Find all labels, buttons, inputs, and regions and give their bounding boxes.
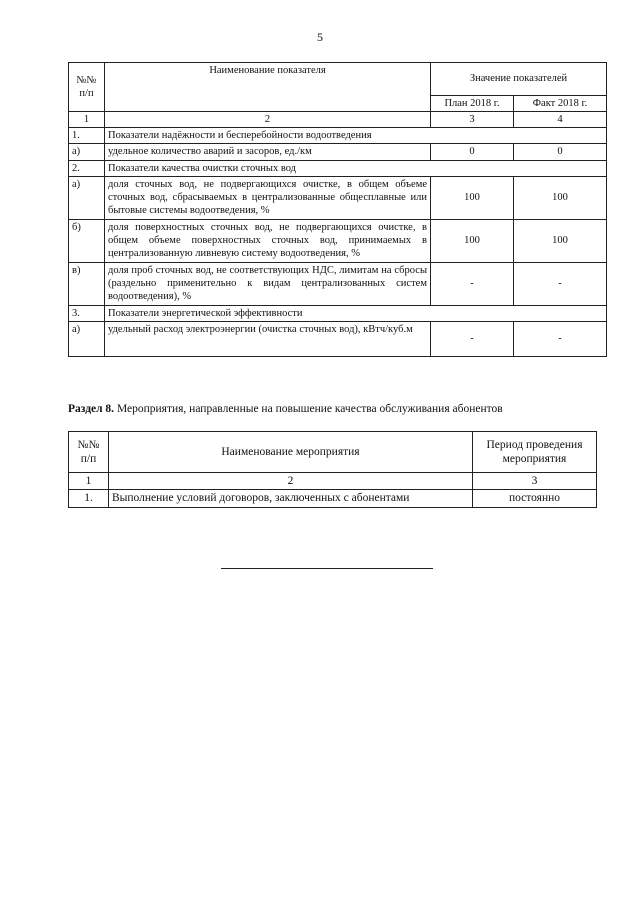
row-name: Выполнение условий договоров, заключенных с абонентами — [109, 490, 473, 507]
row-name: доля проб сточных вод, не соответствующих НДС, лимитам на сбросы (раздельно применительно к видам централизованных систем водоотведения), % — [105, 262, 431, 305]
table-row — [69, 219, 607, 262]
col-number: 1 — [69, 473, 109, 490]
col-number: 3 — [431, 112, 514, 128]
row-num: 1. — [69, 490, 109, 507]
col-number: 1 — [69, 112, 105, 128]
header-row — [69, 432, 597, 473]
table-row — [69, 262, 607, 305]
col-number: 4 — [514, 112, 607, 128]
row-name: доля сточных вод, не подвергающихся очистке, в общем объеме сточных вод, сбрасываемых в централизованные общесплавные или бытовые системы водоотведения, % — [105, 176, 431, 219]
header-num: №№ п/п — [69, 63, 105, 112]
signature-line — [221, 568, 433, 569]
row-num: в) — [69, 262, 105, 305]
header-name: Наименование показателя — [105, 63, 431, 112]
row-plan: - — [431, 321, 514, 356]
row-fact: 100 — [514, 176, 607, 219]
table-row — [69, 144, 607, 160]
row-num: 2. — [69, 160, 105, 176]
table-row — [69, 176, 607, 219]
row-num: 1. — [69, 128, 105, 144]
row-num: а) — [69, 176, 105, 219]
col-number: 2 — [105, 112, 431, 128]
table-row — [69, 160, 607, 176]
indicators-table — [68, 62, 607, 357]
table-row — [69, 490, 597, 507]
row-plan: - — [431, 262, 514, 305]
section-heading — [68, 403, 608, 415]
row-period: постоянно — [473, 490, 597, 507]
row-section-title: Показатели энергетической эффективности — [105, 305, 607, 321]
measures-table — [68, 431, 597, 508]
row-name: доля поверхностных сточных вод, не подвергающихся очистке, в общем объеме поверхностных сточных вод, принимаемых в централизованную ливневую систему водоотведения, % — [105, 219, 431, 262]
row-plan: 100 — [431, 176, 514, 219]
row-name: удельное количество аварий и засоров, ед./км — [105, 144, 431, 160]
page-number: 5 — [317, 30, 323, 44]
row-num: а) — [69, 321, 105, 356]
header-name: Наименование мероприятия — [109, 432, 473, 473]
row-plan: 0 — [431, 144, 514, 160]
col-number: 2 — [109, 473, 473, 490]
row-section-title: Показатели надёжности и бесперебойности водоотведения — [105, 128, 607, 144]
header-value-group: Значение показателей — [431, 63, 607, 96]
row-plan: 100 — [431, 219, 514, 262]
column-number-row — [69, 473, 597, 490]
header-period: Период проведения мероприятия — [473, 432, 597, 473]
section-title: Мероприятия, направленные на повышение качества обслуживания абонентов — [116, 403, 503, 415]
row-num: б) — [69, 219, 105, 262]
row-fact: - — [514, 262, 607, 305]
header-num: №№ п/п — [69, 432, 109, 473]
row-section-title: Показатели качества очистки сточных вод — [105, 160, 607, 176]
row-fact: - — [514, 321, 607, 356]
row-num: 3. — [69, 305, 105, 321]
row-name: удельный расход электроэнергии (очистка сточных вод), кВтч/куб.м — [105, 321, 431, 356]
header-row — [69, 63, 607, 96]
table-row — [69, 321, 607, 356]
row-fact: 0 — [514, 144, 607, 160]
table-row — [69, 128, 607, 144]
col-number: 3 — [473, 473, 597, 490]
section-label: Раздел 8. — [68, 403, 115, 415]
row-fact: 100 — [514, 219, 607, 262]
header-plan: План 2018 г. — [431, 96, 514, 112]
row-num: а) — [69, 144, 105, 160]
column-number-row — [69, 112, 607, 128]
table-row — [69, 305, 607, 321]
header-fact: Факт 2018 г. — [514, 96, 607, 112]
